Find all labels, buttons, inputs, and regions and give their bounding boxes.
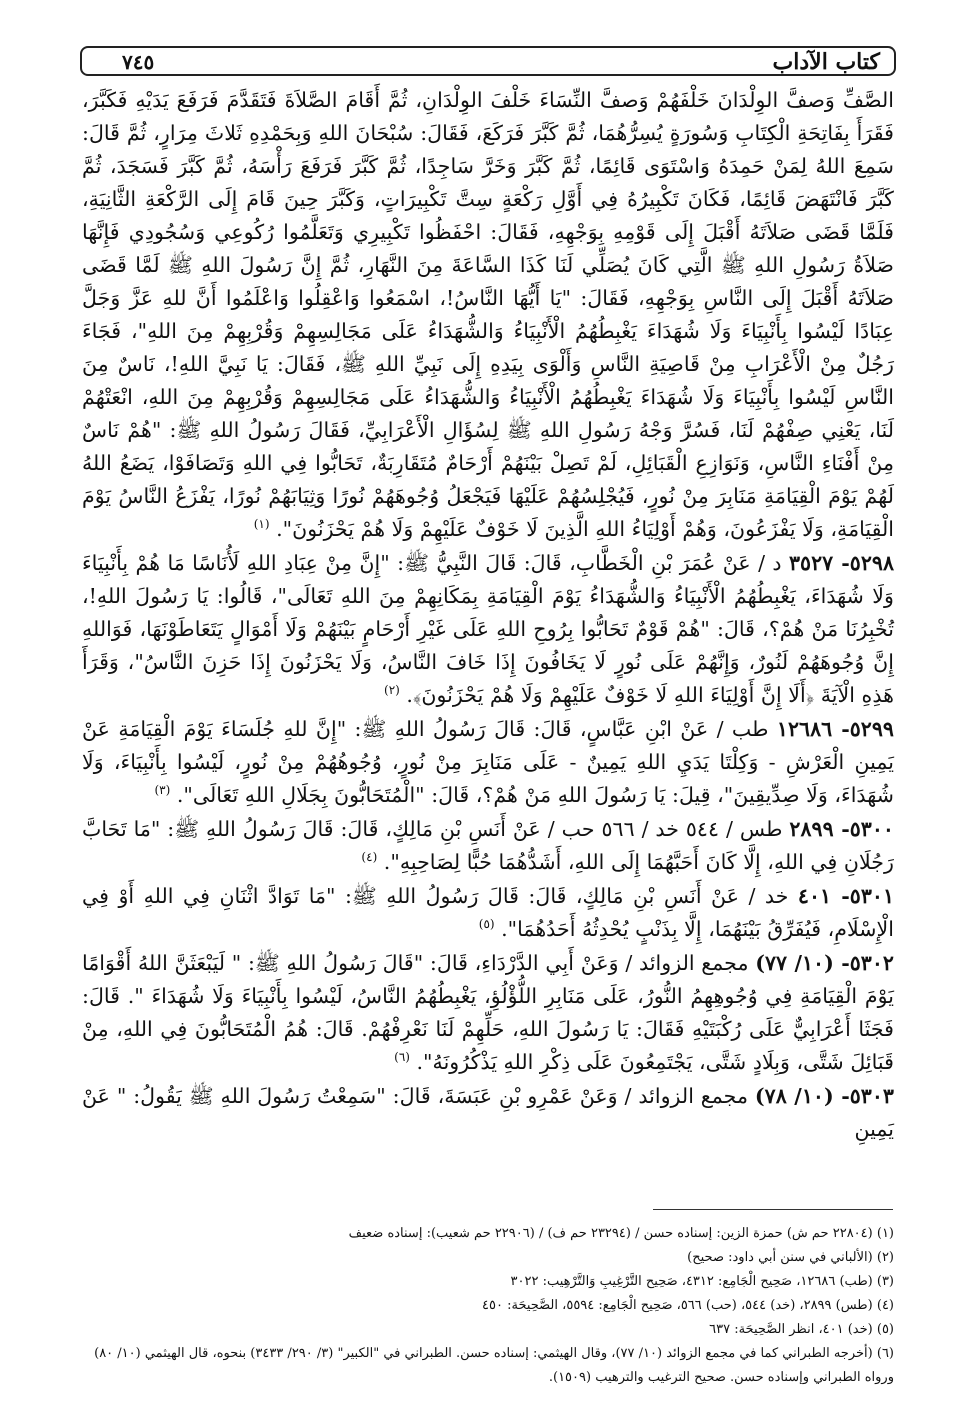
hadith-text: خد / عَنْ أَنَسِ بْنِ مَالِكٍ، قَالَ: قَالَ رَسُولُ اللهِ ﷺ: "مَا تَوَادَّ اثْنَانِ فِي اللهِ أَوْ فِي الْإِسْلَامِ، فَيُفَرِّقُ بَيْنَهُمَا، إِلَّا بِذَنْبٍ يُحْدِثُهُ أَحَدُهُمَا". [82,884,894,941]
footnotes [82,1222,894,1390]
hadith-text: مجمع الزوائد / وَعَنْ أَبِي الدَّرْدَاءِ، قَالَ: "قَالَ رَسُولُ اللهِ ﷺ: " لَيَبْعَثَنَّ اللهُ أَقْوَامًا يَوْمَ الْقِيَامَةِ فِي وُجُوهِهِمُ النُّورُ، عَلَى مَنَابِرِ اللُّؤْلُؤِ، يَغْبِطُهُمُ النَّاسُ، لَيْسُوا بِأَنْبِيَاءَ وَلَا شُهَدَاءَ ". قَالَ: فَجَثَا أَعْرَابِيٌّ عَلَى رُكْبَتَيْهِ فَقَالَ: يَا رَسُولَ اللهِ، حَلِّهِمْ لَنَا نَعْرِفْهُمْ. قَالَ: هُمُ الْمُتَحَابُّونَ فِي اللهِ، مِنْ قَبَائِلَ شَتَّى، وَبِلَادٍ شَتَّى، يَجْتَمِعُونَ عَلَى ذِكْرِ اللهِ يَذْكُرُونَهُ". [82,951,894,1074]
page-header [80,46,896,76]
hadith-number: ٥٢٩٩- ١٢٦٨٦ [776,717,894,741]
footnote-5: (٥) (خد) ٤٠١، انظر الصَّحِيحَة: ٦٣٧ [709,1322,894,1337]
hadith-number: ٥٣٠٢- (١٠/ ٧٧) [755,951,894,975]
hadith-text: مجمع الزوائد / وَعَنْ عَمْرِو بْنِ عَبَسَةَ، قَالَ: "سَمِعْتُ رَسُولَ اللهِ ﷺ يَقُولُ: " عَنْ يَمِينِ [82,1084,894,1141]
hadith-text: طس / ٥٤٤ خد / ٥٦٦ حب / عَنْ أَنَسِ بْنِ مَالِكٍ، قَالَ: قَالَ رَسُولُ اللهِ ﷺ: "مَا تَحَابَّ رَجُلَانِ فِي اللهِ، إِلَّا كَانَ أَحَبَّهُمَا إِلَى اللهِ، أَشَدُّهُمَا حُبًّا لِصَاحِبِهِ". [82,817,894,874]
hadith-5298 [82,547,894,712]
hadith-5300 [82,813,894,879]
footnote-ref: (٤) [361,850,378,865]
chapter-title: كتاب الآداب [772,49,880,75]
page-number: ٧٤٥ [122,50,155,74]
hadith-number: ٥٢٩٨- ٣٥٢٧ [788,551,895,575]
footnote-1: (١) (٢٢٨٠٤ حم ش) حمزة الزين: إسناده حسن / (٢٣٢٩٤ حم ف) / (٢٢٩٠٦ حم شعيب): إسناده ضعيف [348,1226,894,1241]
hadith-5301 [82,880,894,946]
hadith-5302 [82,947,894,1079]
footnote-ref: (٣) [154,783,171,798]
hadith-5303 [82,1080,894,1146]
hadith-number: ٥٣٠١- ٤٠١ [797,884,895,908]
hadith-5299 [82,713,894,812]
footnote-ref: (٦) [394,1050,410,1065]
footnote-4: (٤) (طس) ٢٨٩٩، (خد) ٥٤٤، (حب) ٥٦٦، صَحِيح الْجَامِع: ٥٥٩٤، الصَّحِيحَة: ٤٥٠ [482,1298,894,1313]
footnote-2: (٢) (الألباني في سنن أبي داود: صحيح) [687,1250,894,1265]
hadith-text: د / عَنْ عُمَرَ بْنِ الْخَطَّابِ، قَالَ: قَالَ النَّبِيُّ ﷺ: "إِنَّ مِنْ عِبَادِ اللهِ لَأُنَاسًا مَا هُمْ بِأَنْبِيَاءَ وَلَا شُهَدَاءَ، يَغْبِطُهُمُ الْأَنْبِيَاءُ وَالشُّهَدَاءُ يَوْمَ الْقِيَامَةِ بِمَكَانِهِمْ مِنَ اللهِ تَعَالَى"، قَالُوا: يَا رَسُولَ اللهِ!، تُخْبِرُنَا مَنْ هُمْ؟، قَالَ: "هُمْ قَوْمٌ تَحَابُّوا بِرُوحِ اللهِ عَلَى غَيْرِ أَرْحَامٍ بَيْنَهُمْ وَلَا أَمْوَالٍ يَتَعَاطَوْنَهَا، فَوَاللهِ إِنَّ وُجُوهَهُمْ لَنُورٌ، وَإِنَّهُمْ عَلَى نُورٍ لَا يَخَافُونَ إِذَا خَافَ النَّاسُ، وَلَا يَحْزَنُونَ إِذَا حَزِنَ النَّاسُ"، وَقَرَأَ هَذِهِ الْآيَةَ ﴿أَلَا إِنَّ أَوْلِيَاءَ اللهِ لَا خَوْفٌ عَلَيْهِمْ وَلَا هُمْ يَحْزَنُونَ﴾. [82,551,894,707]
hadith-text: طب / عَنْ ابْنِ عَبَّاسٍ، قَالَ: قَالَ رَسُولُ اللهِ ﷺ: "إِنَّ للهِ جُلَسَاءَ يَوْمَ الْقِيَامَةِ عَنْ يَمِينِ الْعَرْشِ - وَكِلْتَا يَدَيِ اللهِ يَمِينٌ - عَلَى مَنَابِرَ مِنْ نُورٍ، وُجُوهُهُمْ مِنْ نُورٍ، لَيْسُوا بِأَنْبِيَاءَ، وَلَا شُهَدَاءَ، وَلَا صِدِّيقِينَ"، قِيلَ: يَا رَسُولَ اللهِ مَنْ هُمْ؟، قَالَ: "الْمُتَحَابُّونَ بِجَلَالِ اللهِ تَعَالَى". [82,717,894,807]
footnote-ref: (٢) [384,683,400,698]
footnote-ref: (٥) [478,917,495,932]
footnote-6: (٦) (أخرجه الطبراني كما في مجمع الزوائد (١٠/ ٧٧)، وقال الهيثمي: إسناده حسن. الطبراني في "الكبير" (٣/ ٢٩٠/ ٣٤٣٣) بنحوه، قال الهيثمي (١٠/ ٨٠) ورواه الطبراني وإسناده حسن. صحيح الترغيب والترهيب (١٥٠٩). [94,1346,894,1385]
footnote-ref: (١) [253,517,270,532]
paragraph-intro [82,84,894,546]
hadith-number: ٥٣٠٠- ٢٨٩٩ [789,817,894,841]
hadith-number: ٥٣٠٣- (١٠/ ٧٨) [754,1084,894,1108]
main-text [82,84,894,1147]
footnote-divider [653,1209,893,1210]
paragraph-text: الصَّفِّ وَصفَّ الوِلْدَانَ خَلْفَهُمْ وَصفَّ النِّسَاءَ خَلْفَ الوِلْدَانِ، ثُمَّ أَقَامَ الصَّلاَةَ فَتَقَدَّمَ فَرَفَعَ يَدَيْهِ فَكَبَّرَ، فَقَرَأَ بِفَاتِحَةِ الْكِتَابِ وَسُورَةٍ يُسِرُّهُمَا، ثُمَّ كَبَّرَ فَرَكَعَ، فَقَالَ: سُبْحَانَ اللهِ وَبِحَمْدِهِ ثَلاثَ مِرَارٍ، ثُمَّ قَالَ: سَمِعَ اللهُ لِمَنْ حَمِدَهُ وَاسْتَوَى قَائِمًا، ثُمَّ كَبَّرَ وَخَرَّ سَاجِدًا، ثُمَّ كَبَّرَ فَرَفَعَ رَأْسَهُ، ثُمَّ كَبَّرَ فَسَجَدَ، ثُمَّ كَبَّرَ فَانْتَهَضَ قَائِمًا، فَكَانَ تَكْبِيرُهُ فِي أَوَّلِ رَكْعَةٍ سِتَّ تَكْبِيرَاتٍ، وَكَبَّرَ حِينَ قَامَ إِلَى الرَّكْعَةِ الثَّانِيَةِ، فَلَمَّا قَضَى صَلاَتَهُ أَقْبَلَ إِلَى قَوْمِهِ بِوَجْهِهِ، فَقَالَ: احْفَظُوا تَكْبِيرِي وَتَعَلَّمُوا رُكُوعِي وَسُجُودِي فَإِنَّهَا صَلاَةُ رَسُولِ اللهِ ﷺ الَّتِي كَانَ يُصَلِّي لَنَا كَذَا السَّاعَةَ مِنَ النَّهَارِ، ثُمَّ إِنَّ رَسُولَ اللهِ ﷺ لَمَّا قَضَى صَلاَتَهُ أَقْبَلَ إِلَى النَّاسِ بِوَجْهِهِ، فَقَالَ: "يَا أَيُّهَا النَّاسُ!، اسْمَعُوا وَاعْقِلُوا وَاعْلَمُوا أَنَّ للهِ عَزَّ وَجَلَّ عِبَادًا لَيْسُوا بِأَنْبِيَاءَ وَلَا شُهَدَاءَ يَغْبِطُهُمُ الْأَنْبِيَاءُ وَالشُّهَدَاءُ عَلَى مَجَالِسِهِمْ وَقُرْبِهِمْ مِنَ اللهِ"، فَجَاءَ رَجُلٌ مِنْ الْأَعْرَابِ مِنْ قَاصِيَةِ النَّاسِ وَأَلْوَى بِيَدِهِ إِلَى نَبِيِّ اللهِ ﷺ، فَقَالَ: يَا نَبِيَّ اللهِ!، نَاسٌ مِنَ النَّاسِ لَيْسُوا بِأَنْبِيَاءَ وَلَا شُهَدَاءَ يَغْبِطُهُمُ الْأَنْبِيَاءُ وَالشُّهَدَاءُ عَلَى مَجَالِسِهِمْ وَقُرْبِهِمْ مِنَ اللهِ، انْعَتْهُمْ لَنَا، يَعْنِي صِفْهُمْ لَنَا، فَسُرَّ وَجْهُ رَسُولِ اللهِ ﷺ لِسُؤَالِ الْأَعْرَابِيِّ، فَقَالَ رَسُولُ اللهِ ﷺ: "هُمْ نَاسٌ مِنْ أَفْنَاءِ النَّاسِ، وَنَوَازِعِ الْقَبَائِلِ، لَمْ تَصِلْ بَيْنَهُمْ أَرْحَامٌ مُتَقَارِبَةٌ، تَحَابُّوا فِي اللهِ وَتَصَافَوْا، يَضَعُ اللهُ لَهُمْ يَوْمَ الْقِيَامَةِ مَنَابِرَ مِنْ نُورٍ، فَيُجْلِسُهُمْ عَلَيْهَا فَيَجْعَلُ وُجُوهَهُمْ نُورًا وَثِيَابَهُمْ نُورًا، يَفْزَعُ النَّاسُ يَوْمَ الْقِيَامَةِ، وَلَا يَفْزَعُونَ، وَهُمْ أَوْلِيَاءُ اللهِ الَّذِينَ لَا خَوْفٌ عَلَيْهِمْ وَلَا هُمْ يَحْزَنُونَ". [82,88,894,541]
footnote-3: (٣) (طب) ١٢٦٨٦، صَحِيح الْجَامِع: ٤٣١٢، صَحِيح التَّرْغِيبِ وَالتَّرْهِيب: ٣٠٢٢ [510,1274,894,1289]
